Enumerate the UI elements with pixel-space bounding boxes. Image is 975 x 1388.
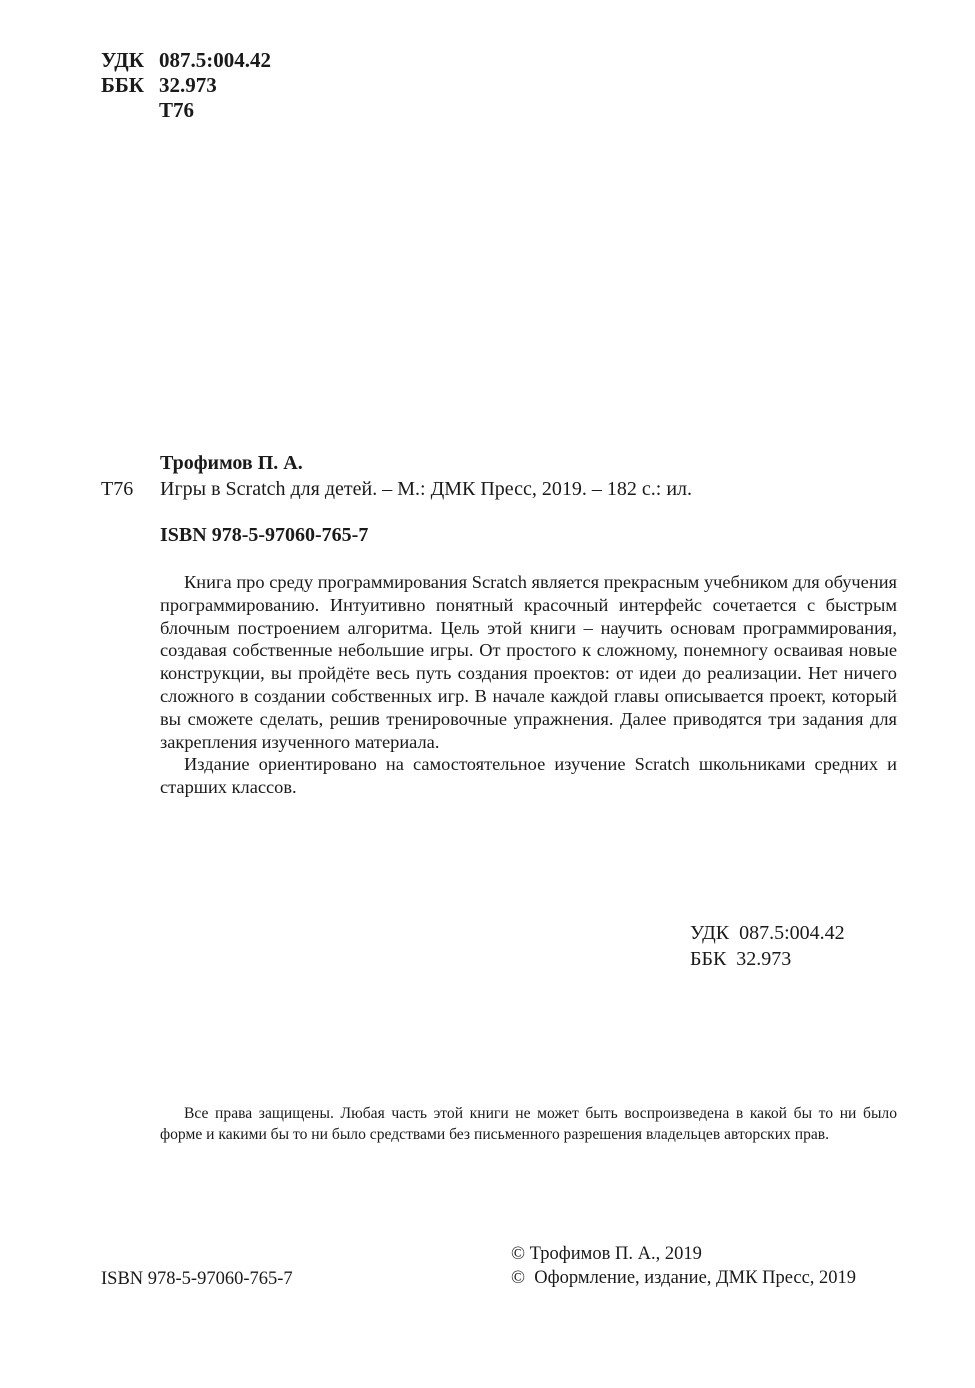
- udk-value: 087.5:004.42: [159, 48, 271, 72]
- annotation-paragraph-2: Издание ориентировано на самостоятельное изучение Scratch школьниками средних и старших классов.: [160, 754, 897, 798]
- rights-notice: [160, 1104, 897, 1145]
- author-name: Трофимов П. А.: [160, 452, 303, 474]
- bbk-label: ББК: [101, 73, 144, 97]
- top-classification: [101, 48, 271, 123]
- copyright-block: [511, 1242, 856, 1290]
- copyright-publisher: © Оформление, издание, ДМК Пресс, 2019: [511, 1268, 857, 1288]
- bbk-bottom: ББК 32.973: [690, 948, 792, 970]
- bottom-classification: [690, 920, 845, 972]
- annotation: [160, 571, 897, 799]
- udk-label: УДК: [101, 48, 144, 72]
- author-mark: Т76: [101, 478, 134, 500]
- copyright-author: © Трофимов П. А., 2019: [511, 1244, 702, 1264]
- title-line: Игры в Scratch для детей. – М.: ДМК Пресс, 2019. – 182 с.: ил.: [160, 478, 693, 500]
- author-mark-top: Т76: [159, 98, 195, 122]
- rights-text: Все права защищены. Любая часть этой книги не может быть воспроизведена в какой бы то ни было форме и какими бы то ни было средствами без письменного разрешения владельцев авторских прав.: [160, 1105, 897, 1143]
- annotation-paragraph-1: Книга про среду программирования Scratch является прекрасным учебником для обучения программированию. Интуитивно понятный красочный интерфейс сочетается с быстрым блочным построением алгоритма. Цель этой книги – научить основам программирования, создавая собственные небольшие игры. От простого к сложному, понемногу осваивая новые конструкции, вы пройдёте весь путь создания проектов: от идеи до реализации. Нет ничего сложного в создании собственных игр. В начале каждой главы описывается проект, который вы сможете сделать, решив тренировочные упражнения. Далее приводятся три задания для закрепления изученного материала.: [160, 572, 897, 752]
- bbk-value: 32.973: [159, 73, 217, 97]
- footer-isbn: ISBN 978-5-97060-765-7: [101, 1269, 293, 1289]
- title-line-row: [101, 476, 692, 502]
- isbn-bold: ISBN 978-5-97060-765-7: [160, 524, 369, 546]
- udk-bottom: УДК 087.5:004.42: [690, 922, 845, 944]
